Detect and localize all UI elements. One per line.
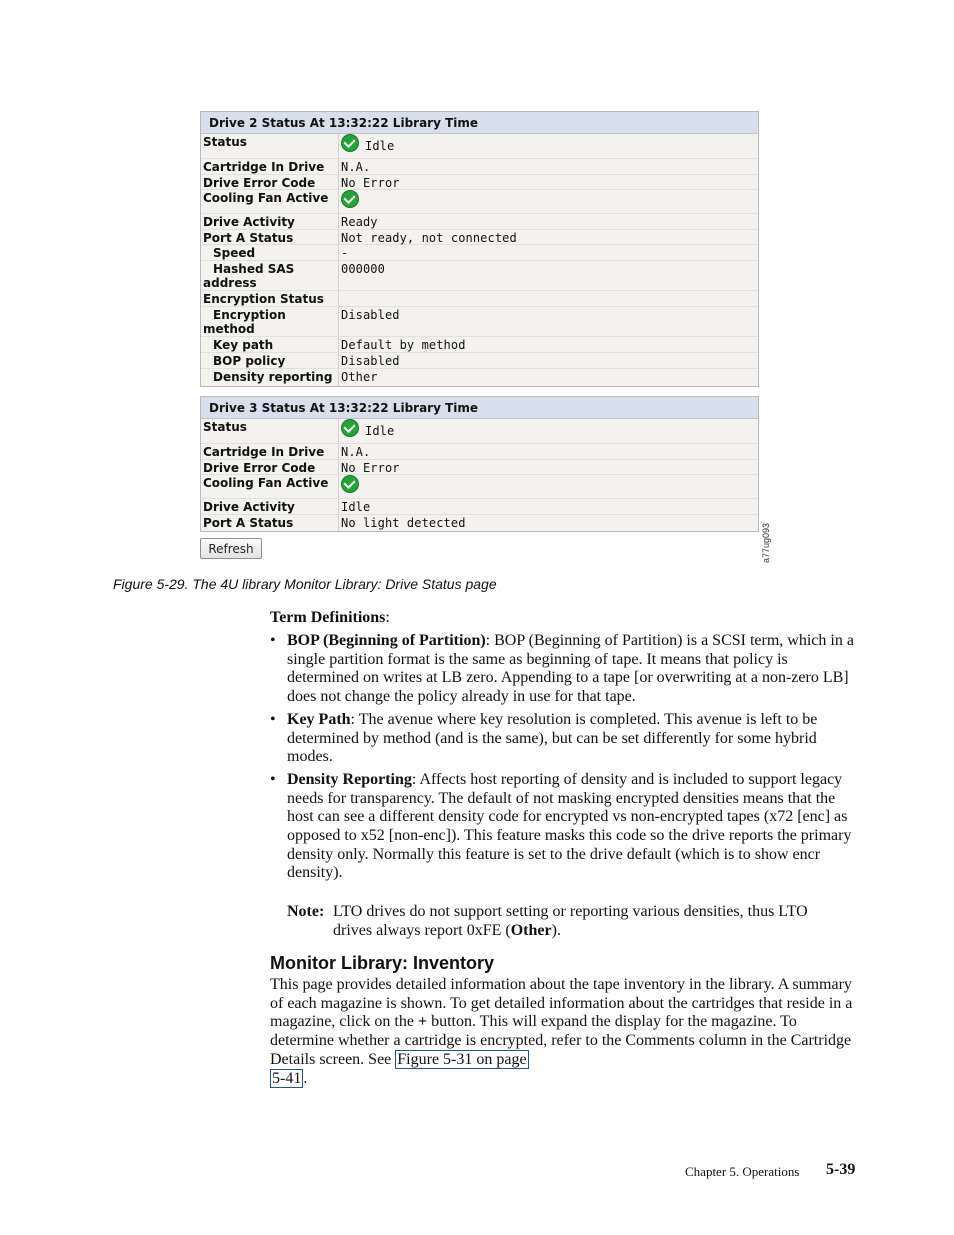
port-a-label: Port A Status <box>201 515 339 531</box>
status-label: Status <box>201 419 339 443</box>
bop-policy-value: Disabled <box>341 354 400 368</box>
list-item <box>270 711 860 767</box>
bop-policy-label: BOP policy <box>201 353 339 368</box>
drive-activity-value: Idle <box>341 500 371 514</box>
hashed-sas-label-2: address <box>203 276 257 290</box>
encryption-method-value: Disabled <box>341 308 400 322</box>
error-code-label: Drive Error Code <box>201 175 339 189</box>
drive-2-status-panel <box>200 111 759 387</box>
key-path-label: Key path <box>201 337 339 352</box>
term-definitions-label: Term Definitions <box>270 609 386 626</box>
cartridge-label: Cartridge In Drive <box>201 444 339 459</box>
figure-link[interactable]: Figure 5-31 on page <box>397 1050 527 1068</box>
cooling-fan-label: Cooling Fan Active <box>201 190 339 213</box>
note-text-after: ). <box>551 921 561 939</box>
section-text-1: This page provides detailed information about the tape inventory in the library. A summary of each magazine is shown. To get detailed information about the cartridges that reside in a magazine, click on the <box>270 976 853 1031</box>
figure-caption: Figure 5-29. The 4U library Monitor Library: Drive Status page <box>113 576 497 592</box>
port-a-value: No light detected <box>341 516 466 530</box>
footer-chapter: Chapter 5. Operations <box>685 1164 800 1179</box>
note-label: Note: <box>287 903 325 920</box>
cartridge-value: N.A. <box>341 445 371 459</box>
drive-3-status-panel <box>200 396 759 532</box>
term-density-reporting: Density Reporting <box>287 770 412 788</box>
term-list <box>270 632 860 887</box>
term-key-path: Key Path <box>287 710 351 728</box>
hashed-sas-label: Hashed SAS <box>213 262 295 276</box>
drive-activity-label: Drive Activity <box>201 499 339 514</box>
cartridge-label: Cartridge In Drive <box>201 159 339 174</box>
encryption-status-label: Encryption Status <box>201 291 339 306</box>
note-text-before: LTO drives do not support setting or reporting various densities, thus LTO drives always report 0xFE ( <box>333 903 808 939</box>
section-heading: Monitor Library: Inventory <box>270 953 495 973</box>
speed-value: - <box>341 246 349 260</box>
figure-code: a77ug093 <box>761 522 771 563</box>
error-code-value: No Error <box>341 176 400 190</box>
drive-2-header: Drive 2 Status At 13:32:22 Library Time <box>201 112 758 134</box>
port-a-value: Not ready, not connected <box>341 231 517 245</box>
encryption-method-label-2: method <box>203 322 255 336</box>
term-definitions-heading: Term Definitions: <box>270 609 390 626</box>
drive-3-header: Drive 3 Status At 13:32:22 Library Time <box>201 397 758 419</box>
section-text-3: . <box>303 1069 308 1087</box>
key-path-value: Default by method <box>341 338 466 352</box>
term-bop: BOP (Beginning of Partition) <box>287 632 486 649</box>
refresh-button[interactable]: Refresh <box>200 538 262 559</box>
page-link[interactable]: 5-41 <box>272 1069 302 1087</box>
cooling-fan-label: Cooling Fan Active <box>201 475 339 498</box>
status-value: Idle <box>365 139 395 153</box>
section-text-2: button. This will expand the display for the magazine. To determine whether a cartridge is encrypted, refer to the Comments column in the Cartridge Details screen. See <box>270 1013 852 1068</box>
error-code-value: No Error <box>341 461 400 475</box>
error-code-label: Drive Error Code <box>201 460 339 474</box>
status-value: Idle <box>365 424 395 438</box>
check-icon <box>341 419 359 437</box>
page-number: 5-39 <box>826 1161 856 1178</box>
check-icon <box>341 475 359 493</box>
list-item <box>270 632 860 707</box>
speed-label: Speed <box>201 245 339 260</box>
list-item <box>270 771 860 883</box>
hashed-sas-value: 000000 <box>341 262 385 276</box>
status-label: Status <box>201 134 339 158</box>
cartridge-value: N.A. <box>341 160 371 174</box>
note-bold: Other <box>510 921 552 939</box>
encryption-method-label: Encryption <box>213 308 286 322</box>
density-reporting-label: Density reporting <box>201 369 339 386</box>
term-density-reporting-text: : Affects host reporting of density and is included to support legacy needs for transparency. The default of not masking encrypted densities means that the host can see a different density code for encrypted vs non-encrypted tapes (x72 [enc] as opposed to x52 [non-enc]). This feature masks this code so the drive reports the primary density only. Normally this feature is set to the drive default (which is to show encr density). <box>287 770 852 882</box>
density-reporting-value: Other <box>341 370 378 384</box>
term-key-path-text: : The avenue where key resolution is completed. This avenue is left to be determined by method (and is the same), but can be set differently for some hybrid modes. <box>287 710 818 766</box>
section-body <box>270 976 860 1088</box>
term-bop-text: : BOP (Beginning of Partition) is a SCSI term, which in a single partition format is the same as beginning of tape. It means that policy is determined on writes at LB zero. Appending to a tape [or overwriting at a non-zero LB] does not change the policy already in use for that tape. <box>287 632 854 706</box>
check-icon <box>341 190 359 208</box>
check-icon <box>341 134 359 152</box>
note <box>287 903 847 940</box>
drive-activity-value: Ready <box>341 215 378 229</box>
drive-activity-label: Drive Activity <box>201 214 339 229</box>
plus-symbol: + <box>417 1013 428 1031</box>
note-text <box>333 903 847 940</box>
port-a-label: Port A Status <box>201 230 339 244</box>
